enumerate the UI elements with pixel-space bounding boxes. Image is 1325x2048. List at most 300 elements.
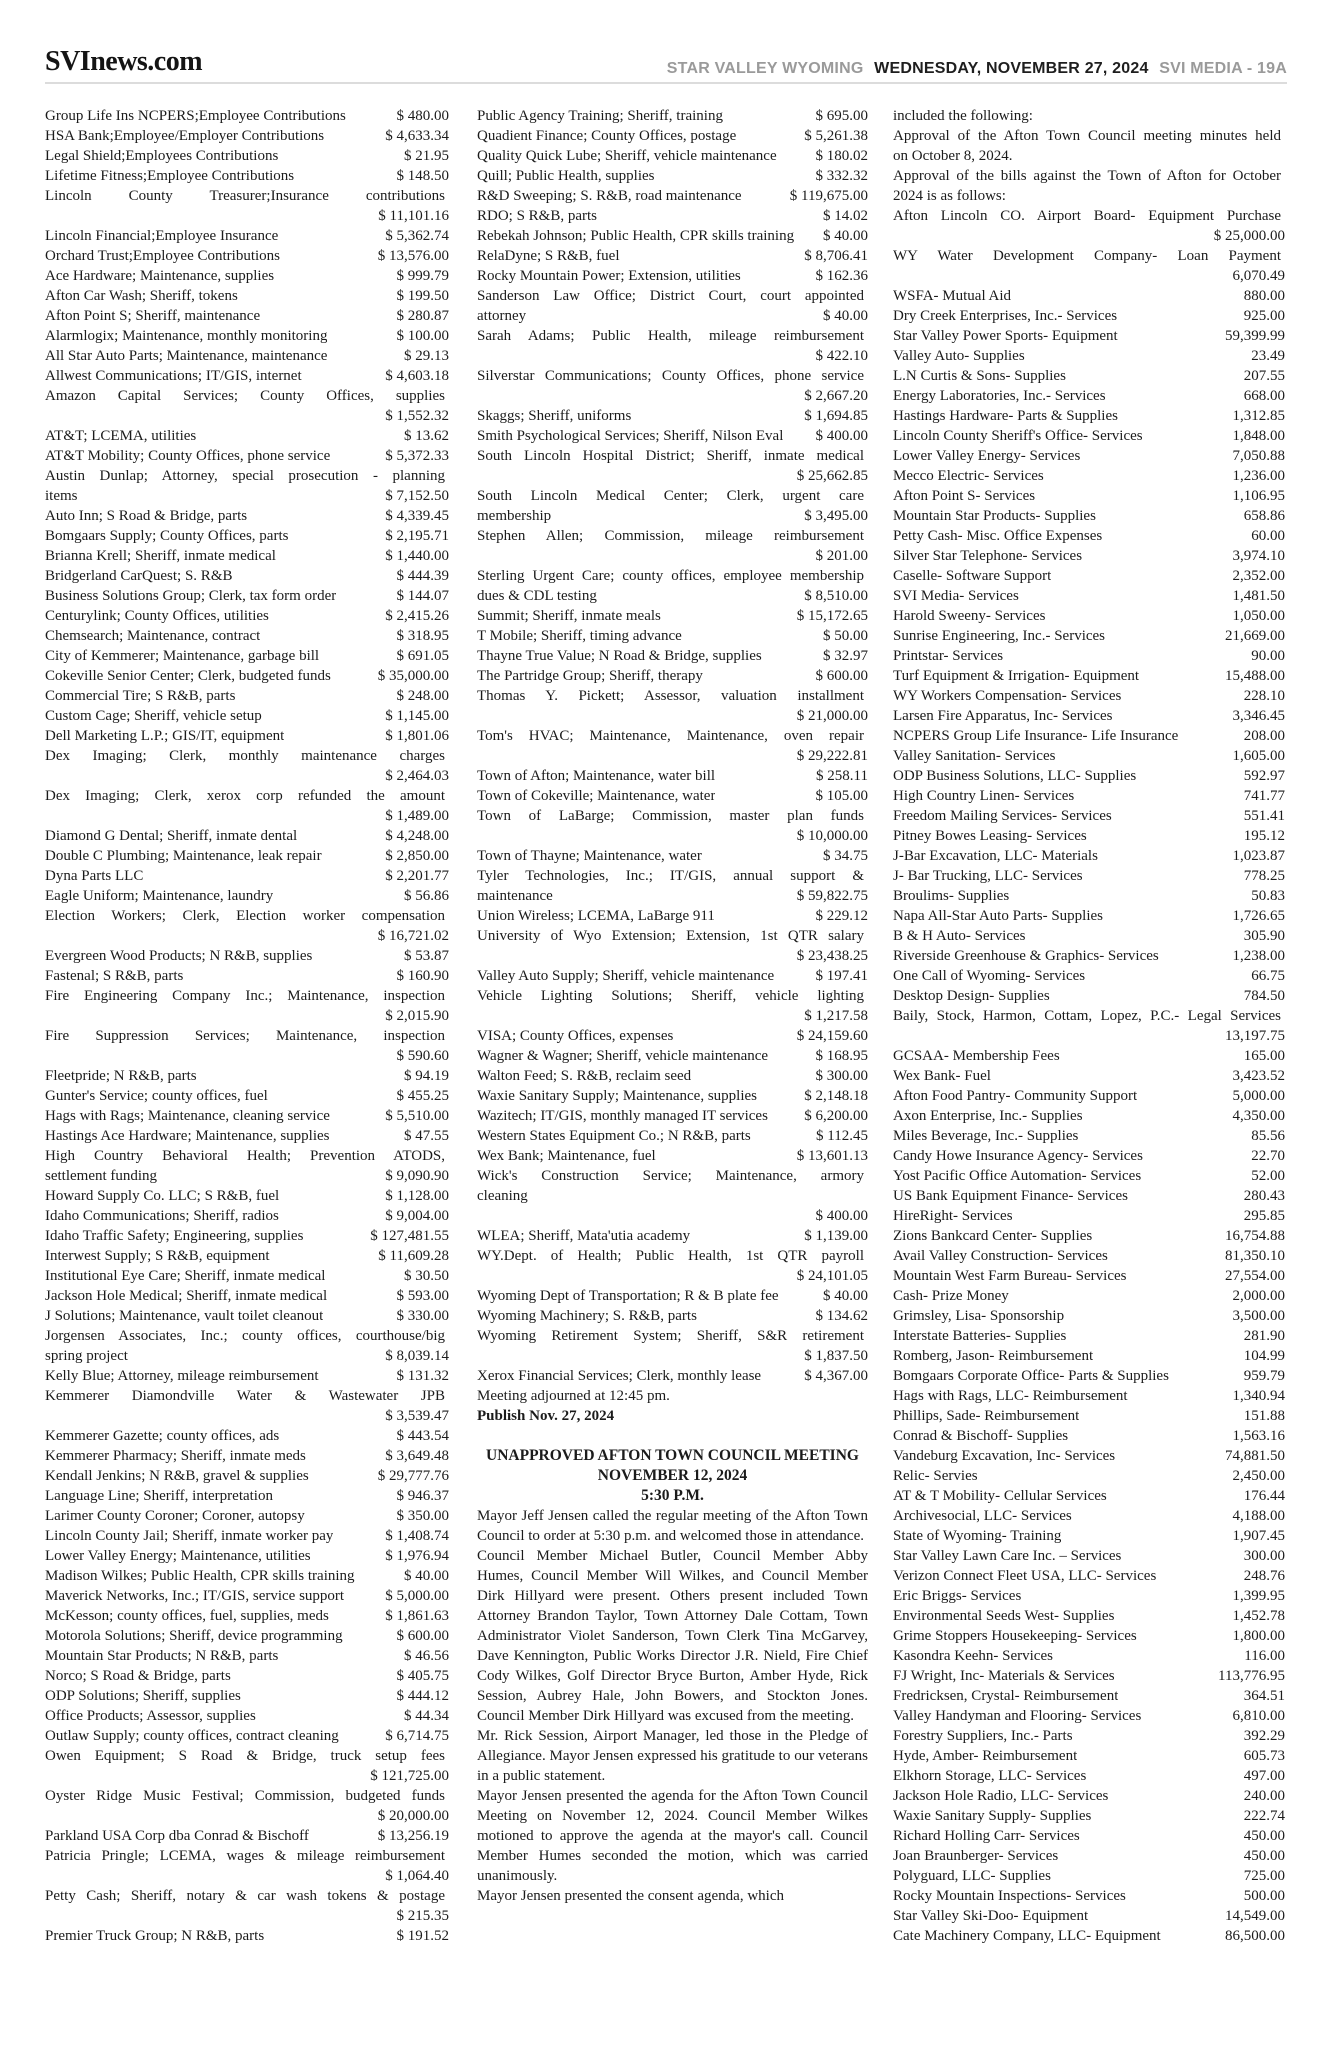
ledger-amount: $ 3,539.47 — [385, 1408, 449, 1424]
ledger-amount: $ 40.00 — [404, 1568, 449, 1584]
ledger-desc: Broulims- Supplies — [893, 888, 1010, 904]
ledger-amount: $ 1,145.00 — [385, 708, 449, 724]
ledger-amount: $ 1,489.00 — [385, 808, 449, 824]
ledger-desc: Forestry Suppliers, Inc.- Parts — [893, 1728, 1073, 1744]
ledger-amount — [445, 1886, 449, 1906]
ledger-line — [45, 1426, 449, 1446]
ledger-line — [477, 1326, 868, 1346]
ledger-desc: Idaho Traffic Safety; Engineering, supplies — [45, 1228, 304, 1244]
ledger-amount: 1,605.00 — [1232, 748, 1285, 764]
ledger-desc: VISA; County Offices, expenses — [477, 1028, 674, 1044]
ledger-desc: Wagner & Wagner; Sheriff, vehicle maintenance — [477, 1048, 769, 1064]
ledger-line — [893, 1746, 1285, 1766]
ledger-line — [477, 1126, 868, 1146]
ledger-line — [893, 726, 1285, 746]
ledger-amount: $ 29,777.76 — [377, 1468, 449, 1484]
ledger-amount: 305.90 — [1243, 928, 1285, 944]
ledger-line — [893, 306, 1285, 326]
ledger-amount: 3,423.52 — [1232, 1068, 1285, 1084]
ledger-amount: 784.50 — [1243, 988, 1285, 1004]
ledger-line — [45, 306, 449, 326]
ledger-desc: Star Valley Power Sports- Equipment — [893, 328, 1118, 344]
ledger-line — [477, 526, 868, 546]
ledger-amount — [864, 486, 868, 506]
ledger-amount — [445, 986, 449, 1006]
ledger-line — [893, 186, 1285, 206]
ledger-amount: $ 1,552.32 — [385, 408, 449, 424]
ledger-line — [893, 1806, 1285, 1826]
ledger-line — [893, 1446, 1285, 1466]
ledger-desc: Rocky Mountain Power; Extension, utilities — [477, 268, 741, 284]
ledger-desc: Allwest Communications; IT/GIS, internet — [45, 368, 302, 384]
ledger-line — [45, 686, 449, 706]
ledger-amount: $ 13,601.13 — [796, 1148, 868, 1164]
ledger-line — [893, 946, 1285, 966]
ledger-desc: Yost Pacific Office Automation- Services — [893, 1168, 1142, 1184]
ledger-amount: $ 695.00 — [815, 108, 868, 124]
ledger-desc: settlement funding — [45, 1168, 158, 1184]
ledger-line — [893, 1086, 1285, 1106]
ledger-amount: $ 3,649.48 — [385, 1448, 449, 1464]
ledger-line — [893, 1926, 1285, 1946]
ledger-amount: $ 100.00 — [396, 328, 449, 344]
ledger-desc: RDO; S R&B, parts — [477, 208, 598, 224]
ledger-line — [45, 1486, 449, 1506]
ledger-desc: Energy Laboratories, Inc.- Services — [893, 388, 1106, 404]
ledger-line — [893, 1266, 1285, 1286]
ledger-amount — [1281, 246, 1285, 266]
ledger-desc: Quill; Public Health, supplies — [477, 168, 655, 184]
ledger-amount: 14,549.00 — [1225, 1908, 1285, 1924]
ledger-line — [477, 106, 868, 126]
ledger-desc: Amazon Capital Services; County Offices, supplies — [45, 388, 445, 404]
ledger-desc: Business Solutions Group; Clerk, tax form order — [45, 588, 337, 604]
minutes-paragraph: Council Member Michael Butler, Council Member Abby Humes, Council Member Will Wilkes, and Council Member Dirk Hillyard were present. Others present included Town Attorney Brandon Taylor, Town Attorney Dale Cottam, Town Administrator Violet Sanderson, Town Clerk Tina McGarvey, Dave Kennington, Public Works Director J.R. Nield, Fire Chief Cody Wilkes, Golf Director Bryce Burton, Amber Hyde, Rick Session, Aubrey Hale, John Bowers, and Stockton Jones. Council Member Dirk Hillyard was excused from the meeting. — [477, 1548, 868, 1724]
ledger-amount: $ 105.00 — [815, 788, 868, 804]
ledger-line — [45, 126, 449, 146]
ledger-amount: 668.00 — [1243, 388, 1285, 404]
ledger-line — [477, 846, 868, 866]
ledger-desc: Sarah Adams; Public Health, mileage reimbursement — [477, 328, 864, 344]
ledger-line — [45, 1146, 449, 1166]
ledger-amount — [864, 806, 868, 826]
ledger-line — [893, 1606, 1285, 1626]
ledger-line — [893, 1186, 1285, 1206]
ledger-line — [477, 486, 868, 506]
ledger-amount: $ 1,861.63 — [385, 1608, 449, 1624]
ledger-line — [477, 226, 868, 246]
ledger-amount: $ 144.07 — [396, 588, 449, 604]
ledger-amount: $ 4,367.00 — [804, 1368, 868, 1384]
ledger-desc: Fastenal; S R&B, parts — [45, 968, 184, 984]
ledger-amount: $ 1,217.58 — [804, 1008, 868, 1024]
ledger-amount: 1,481.50 — [1232, 588, 1285, 604]
ledger-line — [477, 786, 868, 806]
ledger-line — [893, 166, 1285, 186]
ledger-line — [45, 926, 449, 946]
ledger-desc: High Country Linen- Services — [893, 788, 1075, 804]
ledger-desc: Afton Food Pantry- Community Support — [893, 1088, 1138, 1104]
ledger-amount: $ 4,248.00 — [385, 828, 449, 844]
ledger-amount: $ 40.00 — [823, 308, 868, 324]
ledger-amount: $ 197.41 — [815, 968, 868, 984]
ledger-line — [893, 1666, 1285, 1686]
minutes-paragraph: Mayor Jeff Jensen called the regular meeting of the Afton Town Council to order at 5:30 p.m. and welcomed those in attendance. — [477, 1508, 868, 1544]
ledger-amount: 23.49 — [1251, 348, 1285, 364]
ledger-desc: AT&T; LCEMA, utilities — [45, 428, 197, 444]
ledger-line — [893, 286, 1285, 306]
ledger-line — [893, 966, 1285, 986]
ledger-amount: $ 44.34 — [404, 1708, 449, 1724]
ledger-amount: $ 2,195.71 — [385, 528, 449, 544]
ledger-line — [893, 1486, 1285, 1506]
ledger-line — [45, 1846, 449, 1866]
ledger-amount: $ 1,064.40 — [385, 1868, 449, 1884]
ledger-line — [893, 1726, 1285, 1746]
ledger-desc: Larsen Fire Apparatus, Inc- Services — [893, 708, 1113, 724]
ledger-line — [893, 806, 1285, 826]
ledger-line — [45, 1646, 449, 1666]
ledger-amount: $ 5,261.38 — [804, 128, 868, 144]
ledger-amount: $ 600.00 — [396, 1628, 449, 1644]
ledger-desc: Bomgaars Corporate Office- Parts & Supplies — [893, 1368, 1169, 1384]
ledger-desc: Riverside Greenhouse & Graphics- Services — [893, 948, 1159, 964]
ledger-amount: $ 32.97 — [823, 648, 868, 664]
ledger-line — [45, 1346, 449, 1366]
ledger-desc: Dyna Parts LLC — [45, 868, 144, 884]
ledger-line — [893, 146, 1285, 166]
ledger-amount: $ 119,675.00 — [789, 188, 868, 204]
ledger-line — [477, 1206, 868, 1226]
ledger-amount: 81,350.10 — [1225, 1248, 1285, 1264]
site-logo: SVInews.com — [45, 46, 203, 77]
ledger-line — [477, 326, 868, 346]
ledger-line — [45, 1086, 449, 1106]
ledger-desc: Candy Howe Insurance Agency- Services — [893, 1148, 1143, 1164]
ledger-amount: 741.77 — [1243, 788, 1285, 804]
ledger-desc: Verizon Connect Fleet USA, LLC- Services — [893, 1568, 1157, 1584]
ledger-line — [477, 866, 868, 886]
ledger-line — [45, 1026, 449, 1046]
ledger-amount: $ 1,408.74 — [385, 1528, 449, 1544]
ledger-line — [893, 1466, 1285, 1486]
ledger-amount: $ 455.25 — [396, 1088, 449, 1104]
ledger-amount: $ 35,000.00 — [377, 668, 449, 684]
ledger-amount — [1281, 1006, 1285, 1026]
ledger-desc: Group Life Ins NCPERS;Employee Contributions — [45, 108, 346, 124]
ledger-line — [45, 646, 449, 666]
ledger-desc: Smith Psychological Services; Sheriff, Nilson Eval — [477, 428, 784, 444]
ledger-line — [893, 1306, 1285, 1326]
ledger-line — [477, 346, 868, 366]
ledger-desc: Lincoln Financial;Employee Insurance — [45, 228, 279, 244]
ledger-amount: $ 5,362.74 — [385, 228, 449, 244]
ledger-line — [893, 1126, 1285, 1146]
ledger-desc: Romberg, Jason- Reimbursement — [893, 1348, 1094, 1364]
ledger-desc: L.N Curtis & Sons- Supplies — [893, 368, 1066, 384]
ledger-amount: 778.25 — [1243, 868, 1285, 884]
ledger-amount: 195.12 — [1243, 828, 1285, 844]
ledger-amount: $ 332.32 — [815, 168, 868, 184]
ledger-line — [477, 586, 868, 606]
ledger-line — [477, 726, 868, 746]
ledger-line — [893, 1106, 1285, 1126]
ledger-desc: Eagle Uniform; Maintenance, laundry — [45, 888, 274, 904]
ledger-desc: Valley Auto Supply; Sheriff, vehicle maintenance — [477, 968, 775, 984]
ledger-desc: Tyler Technologies, Inc.; IT/GIS, annual support & — [477, 868, 864, 884]
column-2-payment-lines — [477, 106, 868, 1426]
ledger-desc: Patricia Pringle; LCEMA, wages & mileage reimbursement — [45, 1848, 445, 1864]
ledger-desc: Miles Beverage, Inc.- Supplies — [893, 1128, 1079, 1144]
ledger-desc: Turf Equipment & Irrigation- Equipment — [893, 668, 1140, 684]
ledger-amount: 7,050.88 — [1232, 448, 1285, 464]
masthead-info — [661, 60, 1287, 78]
ledger-desc: Interstate Batteries- Supplies — [893, 1328, 1067, 1344]
ledger-line — [477, 266, 868, 286]
ledger-amount: $ 4,633.34 — [385, 128, 449, 144]
ledger-amount: $ 191.52 — [396, 1928, 449, 1944]
ledger-desc: Joan Braunberger- Services — [893, 1848, 1059, 1864]
ledger-line — [477, 186, 868, 206]
ledger-amount — [445, 1846, 449, 1866]
ledger-amount: $ 180.02 — [815, 148, 868, 164]
ledger-line — [893, 1326, 1285, 1346]
ledger-desc: Approval of the Afton Town Council meeting minutes held — [893, 128, 1281, 144]
ledger-line — [893, 266, 1285, 286]
ledger-amount: 592.97 — [1243, 768, 1285, 784]
ledger-desc: Summit; Sheriff, inmate meals — [477, 608, 661, 624]
ledger-line — [477, 806, 868, 826]
ledger-amount: $ 400.00 — [815, 1208, 868, 1224]
ledger-desc: South Lincoln Medical Center; Clerk, urgent care — [477, 488, 864, 504]
ledger-desc: Chemsearch; Maintenance, contract — [45, 628, 261, 644]
ledger-desc: Kendall Jenkins; N R&B, gravel & supplies — [45, 1468, 309, 1484]
ledger-amount: 300.00 — [1243, 1548, 1285, 1564]
ledger-line — [893, 586, 1285, 606]
ledger-amount: $ 160.90 — [396, 968, 449, 984]
ledger-amount: 59,399.99 — [1225, 328, 1285, 344]
ledger-desc: Conrad & Bischoff- Supplies — [893, 1428, 1069, 1444]
ledger-desc: T Mobile; Sheriff, timing advance — [477, 628, 682, 644]
ledger-line — [45, 1006, 449, 1026]
ledger-line — [45, 286, 449, 306]
ledger-amount: 27,554.00 — [1225, 1268, 1285, 1284]
ledger-line — [893, 1066, 1285, 1086]
ledger-line — [477, 1366, 868, 1386]
ledger-line — [45, 706, 449, 726]
ledger-desc: Jackson Hole Medical; Sheriff, inmate medical — [45, 1288, 328, 1304]
ledger-amount: 2,000.00 — [1232, 1288, 1285, 1304]
ledger-line — [45, 606, 449, 626]
ledger-desc: Kelly Blue; Attorney, mileage reimbursement — [45, 1368, 319, 1384]
ledger-amount: $ 480.00 — [396, 108, 449, 124]
ledger-line — [45, 1106, 449, 1126]
ledger-line — [477, 1146, 868, 1166]
ledger-amount — [445, 1326, 449, 1346]
ledger-line — [477, 386, 868, 406]
ledger-amount: 5,000.00 — [1232, 1088, 1285, 1104]
ledger-line — [45, 1566, 449, 1586]
ledger-desc: on October 8, 2024. — [893, 148, 1013, 164]
ledger-amount: 725.00 — [1243, 1868, 1285, 1884]
ledger-line — [45, 746, 449, 766]
ledger-desc: WSFA- Mutual Aid — [893, 288, 1012, 304]
minutes-paragraph: Mr. Rick Session, Airport Manager, led those in the Pledge of Allegiance. Mayor Jensen expressed his gratitude to our veterans in a public statement. — [477, 1728, 868, 1784]
ledger-line — [45, 266, 449, 286]
ledger-desc: Union Wireless; LCEMA, LaBarge 911 — [477, 908, 715, 924]
ledger-line — [45, 1826, 449, 1846]
ledger-desc: Fire Engineering Company Inc.; Maintenance, inspection — [45, 988, 445, 1004]
ledger-amount: $ 8,039.14 — [385, 1348, 449, 1364]
ledger-desc: Wyoming Retirement System; Sheriff, S&R retirement — [477, 1328, 864, 1344]
ledger-amount: $ 21.95 — [404, 148, 449, 164]
ledger-amount: $ 25,662.85 — [796, 468, 868, 484]
ledger-amount — [445, 1026, 449, 1046]
ledger-amount: $ 24,101.05 — [796, 1268, 868, 1284]
ledger-desc: Orchard Trust;Employee Contributions — [45, 248, 280, 264]
ledger-desc: Valley Auto- Supplies — [893, 348, 1025, 364]
ledger-line — [893, 766, 1285, 786]
ledger-desc: NCPERS Group Life Insurance- Life Insurance — [893, 728, 1179, 744]
ledger-line — [45, 1466, 449, 1486]
ledger-amount: $ 127,481.55 — [370, 1228, 449, 1244]
ledger-line — [477, 646, 868, 666]
column-3-afton-bills — [893, 106, 1285, 1946]
ledger-amount: 1,238.00 — [1232, 948, 1285, 964]
ledger-line — [45, 526, 449, 546]
ledger-line — [477, 426, 868, 446]
minutes-paragraph: Mayor Jensen presented the agenda for the Afton Town Council Meeting on November 12, 2024. Council Member Wilkes motioned to approve the agenda at the mayor's call. Council Member Humes seconded the motion, which was carried unanimously. — [477, 1788, 868, 1884]
ledger-amount: 22.70 — [1251, 1148, 1285, 1164]
ledger-amount: 116.00 — [1244, 1648, 1285, 1664]
ledger-line — [893, 1346, 1285, 1366]
ledger-amount: $ 40.00 — [823, 228, 868, 244]
ledger-line — [893, 126, 1285, 146]
ledger-line — [45, 146, 449, 166]
ledger-desc: Publish Nov. 27, 2024 — [477, 1408, 615, 1424]
ledger-desc: Howard Supply Co. LLC; S R&B, fuel — [45, 1188, 280, 1204]
header-date: WEDNESDAY, NOVEMBER 27, 2024 — [874, 60, 1149, 77]
ledger-line — [893, 786, 1285, 806]
ledger-desc: Dry Creek Enterprises, Inc.- Services — [893, 308, 1118, 324]
ledger-amount: $ 34.75 — [823, 848, 868, 864]
ledger-desc: The Partridge Group; Sheriff, therapy — [477, 668, 703, 684]
ledger-line — [893, 526, 1285, 546]
ledger-line — [893, 686, 1285, 706]
ledger-desc: Pitney Bowes Leasing- Services — [893, 828, 1087, 844]
ledger-desc: University of Wyo Extension; Extension, 1st QTR salary — [477, 928, 864, 944]
ledger-desc: HireRight- Services — [893, 1208, 1013, 1224]
ledger-amount: $ 691.05 — [396, 648, 449, 664]
ledger-desc: Sanderson Law Office; District Court, court appointed — [477, 288, 864, 304]
ledger-desc: Valley Sanitation- Services — [893, 748, 1056, 764]
ledger-amount — [445, 186, 449, 206]
ledger-desc: Interwest Supply; S R&B, equipment — [45, 1248, 270, 1264]
ledger-amount: 86,500.00 — [1225, 1928, 1285, 1944]
ledger-desc: Auto Inn; S Road & Bridge, parts — [45, 508, 248, 524]
ledger-amount: $ 2,148.18 — [804, 1088, 868, 1104]
ledger-amount: $ 4,603.18 — [385, 368, 449, 384]
ledger-amount: 280.43 — [1243, 1188, 1285, 1204]
ledger-amount: $ 600.00 — [815, 668, 868, 684]
column-1-payments — [45, 106, 449, 1946]
ledger-amount: 60.00 — [1251, 528, 1285, 544]
ledger-line — [45, 1906, 449, 1926]
ledger-desc: Rocky Mountain Inspections- Services — [893, 1888, 1126, 1904]
ledger-line — [893, 486, 1285, 506]
ledger-line — [45, 386, 449, 406]
ledger-desc: Cash- Prize Money — [893, 1288, 1009, 1304]
ledger-desc: J Solutions; Maintenance, vault toilet cleanout — [45, 1308, 324, 1324]
ledger-amount: 208.00 — [1243, 728, 1285, 744]
ledger-line — [45, 586, 449, 606]
ledger-desc: Dex Imaging; Clerk, xerox corp refunded the amount — [45, 788, 445, 804]
ledger-amount — [864, 366, 868, 386]
ledger-amount — [864, 1386, 868, 1406]
ledger-amount: 248.76 — [1243, 1568, 1285, 1584]
ledger-line — [45, 666, 449, 686]
ledger-amount: 15,488.00 — [1225, 668, 1285, 684]
ledger-amount: 240.00 — [1243, 1788, 1285, 1804]
ledger-amount: $ 25,000.00 — [1213, 228, 1285, 244]
ledger-line — [45, 186, 449, 206]
ledger-desc: J-Bar Excavation, LLC- Materials — [893, 848, 1098, 864]
ledger-line — [893, 1906, 1285, 1926]
ledger-desc: Kemmerer Pharmacy; Sheriff, inmate meds — [45, 1448, 306, 1464]
ledger-amount: $ 131.32 — [396, 1368, 449, 1384]
ledger-amount: 1,236.00 — [1232, 468, 1285, 484]
ledger-desc: Cate Machinery Company, LLC- Equipment — [893, 1928, 1161, 1944]
ledger-desc: Legal Shield;Employees Contributions — [45, 148, 279, 164]
ledger-desc: Relic- Servies — [893, 1468, 978, 1484]
ledger-line — [477, 1406, 868, 1426]
ledger-line — [45, 1366, 449, 1386]
ledger-line — [45, 506, 449, 526]
ledger-desc: Approval of the bills against the Town of Afton for October — [893, 168, 1281, 184]
ledger-desc: Bomgaars Supply; County Offices, parts — [45, 528, 289, 544]
ledger-amount: $ 300.00 — [815, 1068, 868, 1084]
ledger-line — [477, 666, 868, 686]
ledger-line — [893, 746, 1285, 766]
ledger-desc: Mountain Star Products- Supplies — [893, 508, 1096, 524]
ledger-amount: $ 50.00 — [823, 628, 868, 644]
ledger-line — [893, 1566, 1285, 1586]
ledger-line — [45, 906, 449, 926]
ledger-line — [477, 1166, 868, 1186]
ledger-line — [45, 1886, 449, 1906]
ledger-line — [477, 826, 868, 846]
ledger-amount: $ 1,440.00 — [385, 548, 449, 564]
ledger-amount: 1,800.00 — [1232, 1628, 1285, 1644]
ledger-amount: $ 444.12 — [396, 1688, 449, 1704]
ledger-desc: South Lincoln Hospital District; Sheriff, inmate medical — [477, 448, 864, 464]
ledger-amount: $ 10,000.00 — [796, 828, 868, 844]
ledger-line — [45, 1226, 449, 1246]
ledger-desc: Sterling Urgent Care; county offices, employee membership — [477, 568, 864, 584]
ledger-desc: items — [45, 488, 78, 504]
ledger-line — [45, 1606, 449, 1626]
ledger-line — [477, 206, 868, 226]
ledger-amount — [864, 326, 868, 346]
ledger-amount — [1281, 186, 1285, 206]
ledger-line — [893, 566, 1285, 586]
ledger-line — [477, 506, 868, 526]
ledger-amount — [864, 726, 868, 746]
ledger-line — [45, 1126, 449, 1146]
column-2-payments-and-minutes — [477, 106, 868, 1906]
ledger-amount: $ 2,667.20 — [804, 388, 868, 404]
ledger-desc: Gunter's Service; county offices, fuel — [45, 1088, 268, 1104]
